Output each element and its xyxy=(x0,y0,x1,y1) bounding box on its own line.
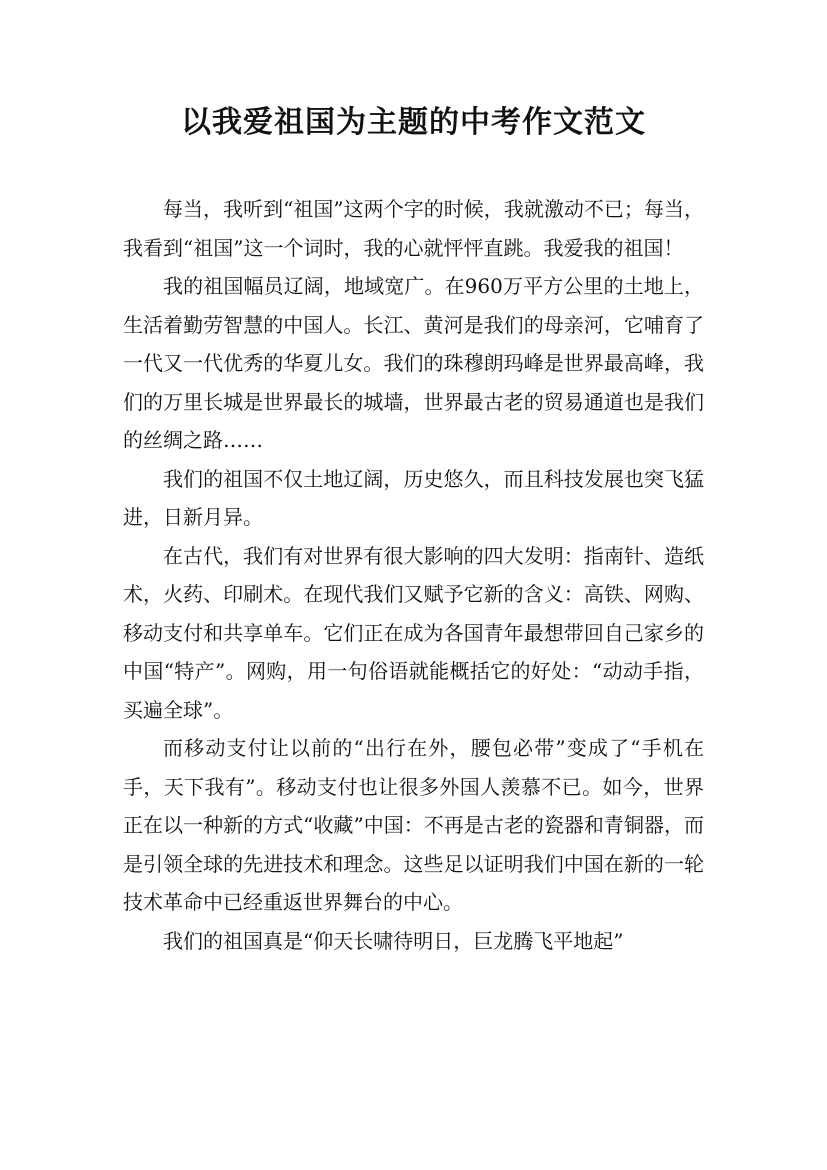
paragraph-2: 我的祖国幅员辽阔，地域宽广。在960万平方公里的土地上，生活着勤劳智慧的中国人。长江、黄河是我们的母亲河，它哺育了一代又一代优秀的华夏儿女。我们的珠穆朗玛峰是世界最高峰，我们的万里长城是世界最长的城墙，世界最古老的贸易通道也是我们的丝绸之路…… xyxy=(123,274,704,452)
paragraph-1: 每当，我听到“祖国”这两个字的时候，我就激动不已；每当，我看到“祖国”这一个词时，我的心就怦怦直跳。我爱我的祖国！ xyxy=(123,197,704,260)
document-title: 以我爱祖国为主题的中考作文范文 xyxy=(181,105,646,140)
paragraph-3: 我们的祖国不仅土地辽阔，历史悠久，而且科技发展也突飞猛进，日新月异。 xyxy=(123,466,704,529)
paragraph-4: 在古代，我们有对世界有很大影响的四大发明：指南针、造纸术，火药、印刷术。在现代我们又赋予它新的含义：高铁、网购、移动支付和共享单车。它们正在成为各国青年最想带回自己家乡的中国“特产”。网购，用一句俗语就能概括它的好处：“动动手指，买遍全球”。 xyxy=(123,543,704,722)
document-body xyxy=(123,190,704,960)
paragraph-6: 我们的祖国真是“仰天长啸待明日，巨龙腾飞平地起” xyxy=(163,928,624,953)
paragraph-5: 而移动支付让以前的“出行在外，腰包必带”变成了“手机在手，天下我有”。移动支付也让很多外国人羡慕不已。如今，世界正在以一种新的方式“收藏”中国：不再是古老的瓷器和青铜器，而是引领全球的先进技术和理念。这些足以证明我们中国在新的一轮技术革命中已经重返世界舞台的中心。 xyxy=(123,736,704,914)
